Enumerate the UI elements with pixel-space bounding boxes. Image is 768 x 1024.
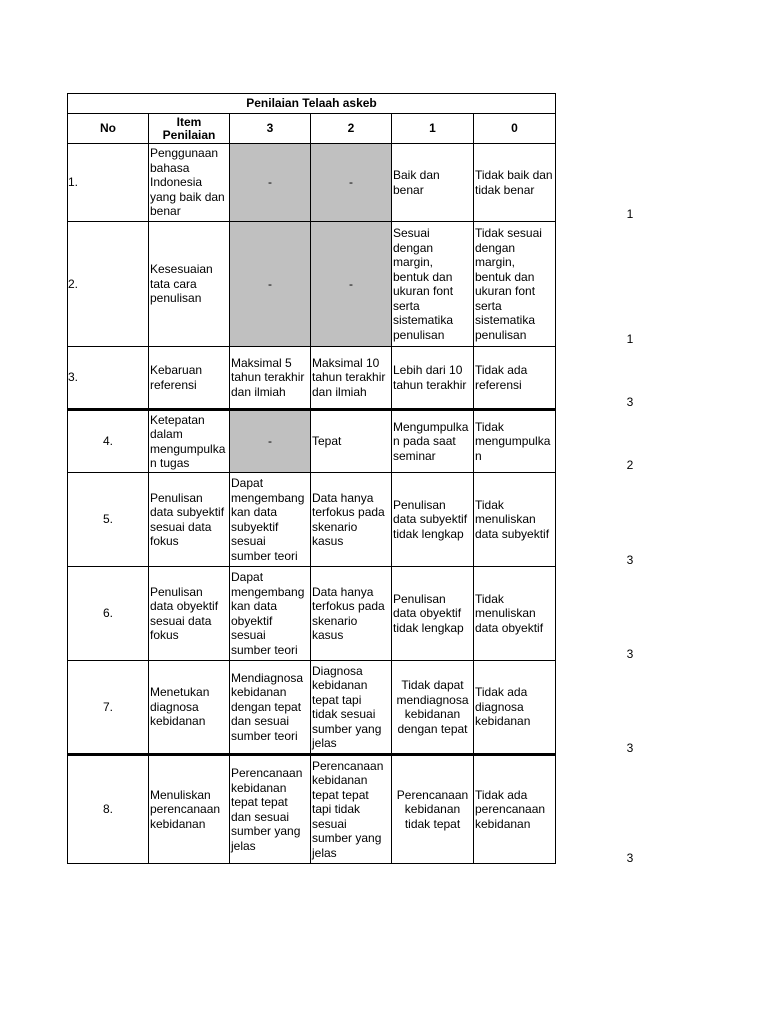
side-score: 1	[626, 332, 634, 346]
row-number: 1.	[68, 144, 149, 222]
cell-score-2: Perencanaan kebidanan tepat tepat tapi tidak sesuai sumber yang jelas	[311, 755, 392, 864]
cell-score-2: Tepat	[311, 410, 392, 473]
side-score: 3	[626, 647, 634, 661]
side-score: 3	[626, 851, 634, 865]
row-item: Menuliskan perencanaan kebidanan	[149, 755, 230, 864]
cell-score-3: -	[230, 222, 311, 347]
cell-score-1: Lebih dari 10 tahun terakhir	[392, 347, 474, 410]
row-item: Penulisan data subyektif sesuai data fokus	[149, 473, 230, 567]
cell-score-0: Tidak ada diagnosa kebidanan	[474, 661, 556, 755]
cell-score-2: Data hanya terfokus pada skenario kasus	[311, 473, 392, 567]
cell-score-3: Dapat mengembangkan data subyektif sesuai sumber teori	[230, 473, 311, 567]
header-no: No	[68, 114, 149, 144]
side-score: 3	[626, 553, 634, 567]
header-score-2: 2	[311, 114, 392, 144]
cell-score-0: Tidak ada perencanaan kebidanan	[474, 755, 556, 864]
cell-score-2: -	[311, 144, 392, 222]
cell-score-3: -	[230, 144, 311, 222]
cell-score-2: Diagnosa kebidanan tepat tapi tidak sesuai sumber yang jelas	[311, 661, 392, 755]
table-row	[68, 473, 556, 567]
cell-score-0: Tidak ada referensi	[474, 347, 556, 410]
row-number: 6.	[68, 567, 149, 661]
row-number: 3.	[68, 347, 149, 410]
cell-score-3: Mendiagnosa kebidanan dengan tepat dan sesuai sumber teori	[230, 661, 311, 755]
cell-score-0: Tidak sesuai dengan margin, bentuk dan ukuran font serta sistematika penulisan	[474, 222, 556, 347]
cell-score-3: Maksimal 5 tahun terakhir dan ilmiah	[230, 347, 311, 410]
cell-score-0: Tidak baik dan tidak benar	[474, 144, 556, 222]
cell-score-2: -	[311, 222, 392, 347]
cell-score-1: Penulisan data obyektif tidak lengkap	[392, 567, 474, 661]
row-item: Kesesuaian tata cara penulisan	[149, 222, 230, 347]
cell-score-0: Tidak mengumpulkan	[474, 410, 556, 473]
row-number: 2.	[68, 222, 149, 347]
cell-score-0: Tidak menuliskan data subyektif	[474, 473, 556, 567]
table-row	[68, 410, 556, 473]
row-item: Ketepatan dalam mengumpulkan tugas	[149, 410, 230, 473]
cell-score-3: -	[230, 410, 311, 473]
cell-score-1: Perencanaan kebidanan tidak tepat	[392, 755, 474, 864]
table-row	[68, 567, 556, 661]
row-number: 8.	[68, 755, 149, 864]
cell-score-2: Data hanya terfokus pada skenario kasus	[311, 567, 392, 661]
assessment-table	[67, 93, 556, 864]
row-item: Kebaruan referensi	[149, 347, 230, 410]
cell-score-1: Tidak dapat mendiagnosa kebidanan dengan tepat	[392, 661, 474, 755]
table-title: Penilaian Telaah askeb	[68, 94, 556, 114]
header-score-3: 3	[230, 114, 311, 144]
side-score: 2	[626, 458, 634, 472]
header-item: Item Penilaian	[149, 114, 230, 144]
side-score: 3	[626, 741, 634, 755]
row-item: Penggunaan bahasa Indonesia yang baik dan benar	[149, 144, 230, 222]
row-item: Penulisan data obyektif sesuai data fokus	[149, 567, 230, 661]
table-row	[68, 661, 556, 755]
table-row	[68, 755, 556, 864]
cell-score-1: Sesuai dengan margin, bentuk dan ukuran font serta sistematika penulisan	[392, 222, 474, 347]
side-score: 1	[626, 207, 634, 221]
header-score-0: 0	[474, 114, 556, 144]
header-score-1: 1	[392, 114, 474, 144]
table-row	[68, 347, 556, 410]
row-number: 7.	[68, 661, 149, 755]
row-item: Menetukan diagnosa kebidanan	[149, 661, 230, 755]
cell-score-3: Dapat mengembangkan data obyektif sesuai sumber teori	[230, 567, 311, 661]
table-header-row	[68, 114, 556, 144]
cell-score-2: Maksimal 10 tahun terakhir dan ilmiah	[311, 347, 392, 410]
cell-score-1: Mengumpulkan pada saat seminar	[392, 410, 474, 473]
cell-score-3: Perencanaan kebidanan tepat tepat dan sesuai sumber yang jelas	[230, 755, 311, 864]
side-score: 3	[626, 395, 634, 409]
cell-score-0: Tidak menuliskan data obyektif	[474, 567, 556, 661]
cell-score-1: Penulisan data subyektif tidak lengkap	[392, 473, 474, 567]
cell-score-1: Baik dan benar	[392, 144, 474, 222]
table-row	[68, 144, 556, 222]
table-title-row	[68, 94, 556, 114]
table-row	[68, 222, 556, 347]
row-number: 5.	[68, 473, 149, 567]
row-number: 4.	[68, 410, 149, 473]
